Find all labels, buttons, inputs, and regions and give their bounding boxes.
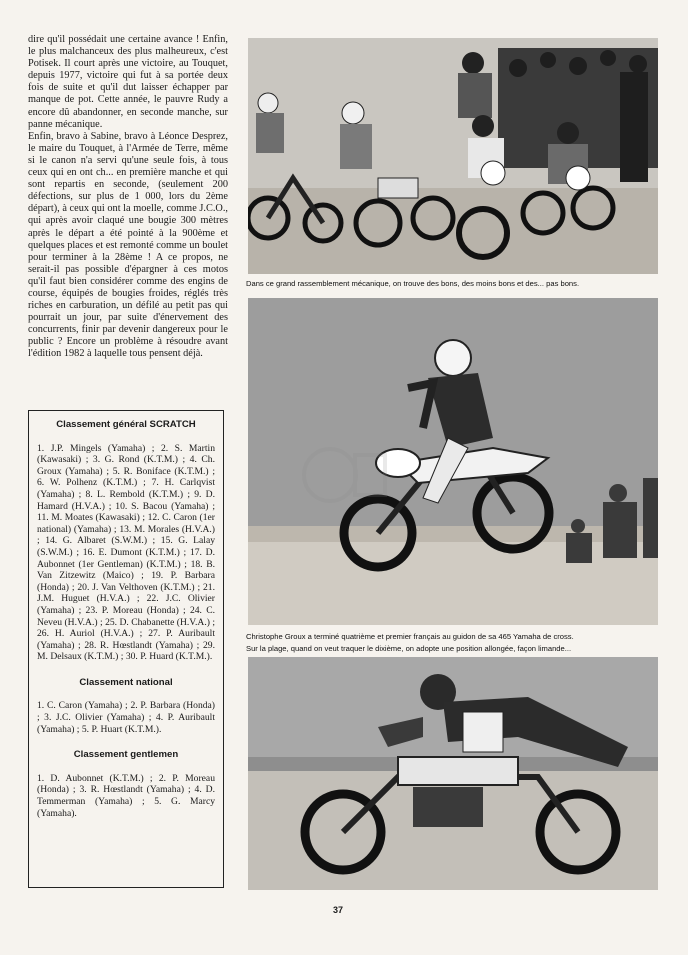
article-column (28, 34, 228, 361)
national-results: 1. C. Caron (Yamaha) ; 2. P. Barbara (Honda) ; 3. J.C. Olivier (Yamaha) ; 4. P. Auribault (Yamaha) ; 5. P. Huart (K.T.M.). (37, 700, 215, 735)
article-paragraph-1: dire qu'il possédait une certaine avance ! Enfin, le plus malchanceux des plus malheureux, c'est Potisek. Il court après une victoire, au Touquet, depuis 1977, victoire qui fut à sa portée deux fois de suite et qu'il dut laisser échapper par manque de pot. Cette année, le pauvre Rudy a encore dû abandonner, en seconde manche, sur panne mécanique. (28, 34, 228, 130)
caption-photo-2a: Christophe Groux a terminé quatrième et premier français au guidon de sa 465 Yamaha de cross. (246, 632, 574, 641)
article-paragraph-2: Enfin, bravo à Sabine, bravo à Léonce Desprez, le maire du Touquet, à l'Armée de Terre, même si le canon n'a servi qu'une seule fois, à tous ceux qui en ont ch... en première manche et qui sont repartis en seconde, (seulement 200 défections, sur plus de 1 000, lors du 2ème départ), à ceux qui ont la moelle, comme J.C.O., qui après avoir claqué une bougie 300 mètres après le départ a été pointé à la 900ème et quelques places et est remonté comme un boulet pour terminer à la 28ème ! A ce propos, ne serait-il pas possible d'épargner à ces motos qu'il faut bien considérer comme des engins de course, équipés de bougies froides, réglés très riches en carburation, un défilé au petit pas qui pourrait un jour, par suite d'énervement des concurrents, finir par devenir dangereux pour le public ? Encore un problème à résoudre avant l'édition 1982 à laquelle tous pensent déjà. (28, 130, 228, 360)
gentlemen-title: Classement gentlemen (73, 749, 179, 761)
scratch-title: Classement général SCRATCH (56, 419, 196, 430)
page-number: 37 (333, 905, 344, 915)
gentlemen-results: 1. D. Aubonnet (K.T.M.) ; 2. P. Moreau (Honda) ; 3. R. Hœstlandt (Yamaha) ; 4. D. Temmerman (Yamaha) ; 5. G. Marcy (Yamaha). (37, 772, 215, 819)
watermark-logo (300, 440, 390, 510)
caption-photo-1: Dans ce grand rassemblement mécanique, on trouve des bons, des moins bons et des... pas bons. (246, 279, 580, 288)
results-box (28, 410, 224, 888)
national-title: Classement national (79, 676, 173, 688)
photo-start-crowd (248, 38, 658, 274)
scratch-results: 1. J.P. Mingels (Yamaha) ; 2. S. Martin (Kawasaki) ; 3. G. Rond (K.T.M.) ; 4. Ch. Groux (Yamaha) ; 5. R. Boniface (K.T.M.) ; 6. W. Polhenz (K.T.M.) ; 7. H. Carlqvist (Yamaha) ; 8. L. Rembold (K.T.M.) ; 9. D. Hamard (H.V.A.) ; 10. S. Bacou (Yamaha) ; 11. M. Moates (Kawasaki) ; 12. C. Caron (1er national) (Yamaha) ; 13. M. Morales (H.V.A.) ; 14. G. Albaret (S.W.M.) ; 15. G. Lalay (S.W.M.) ; 16. E. Dumont (K.T.M.) ; 17. D. Aubonnet (1er Gentleman) (K.T.M.) ; 18. B. Van Zitzewitz (Maico) ; 19. P. Barbara (Honda) ; 20. J. Van Velthoven (K.T.M.) ; 21. J.M. Huguet (H.V.A.) ; 22. J.C. Olivier (Yamaha) ; 23. P. Moreau (Honda) ; 24. C. Neveu (H.V.A.) ; 25. D. Chabanette (H.V.A.) ; 26. H. Auriol (H.V.A.) ; 27. P. Auribault (Yamaha) ; 28. R. Hœstlandt (Yamaha) ; 29. M. Delsaux (K.T.M.) ; 30. P. Huard (K.T.M.). (37, 442, 215, 663)
photo-lying-rider (248, 657, 658, 890)
caption-photo-2b: Sur la plage, quand on veut traquer le dixième, on adopte une position allongée, façon limande... (246, 644, 572, 653)
